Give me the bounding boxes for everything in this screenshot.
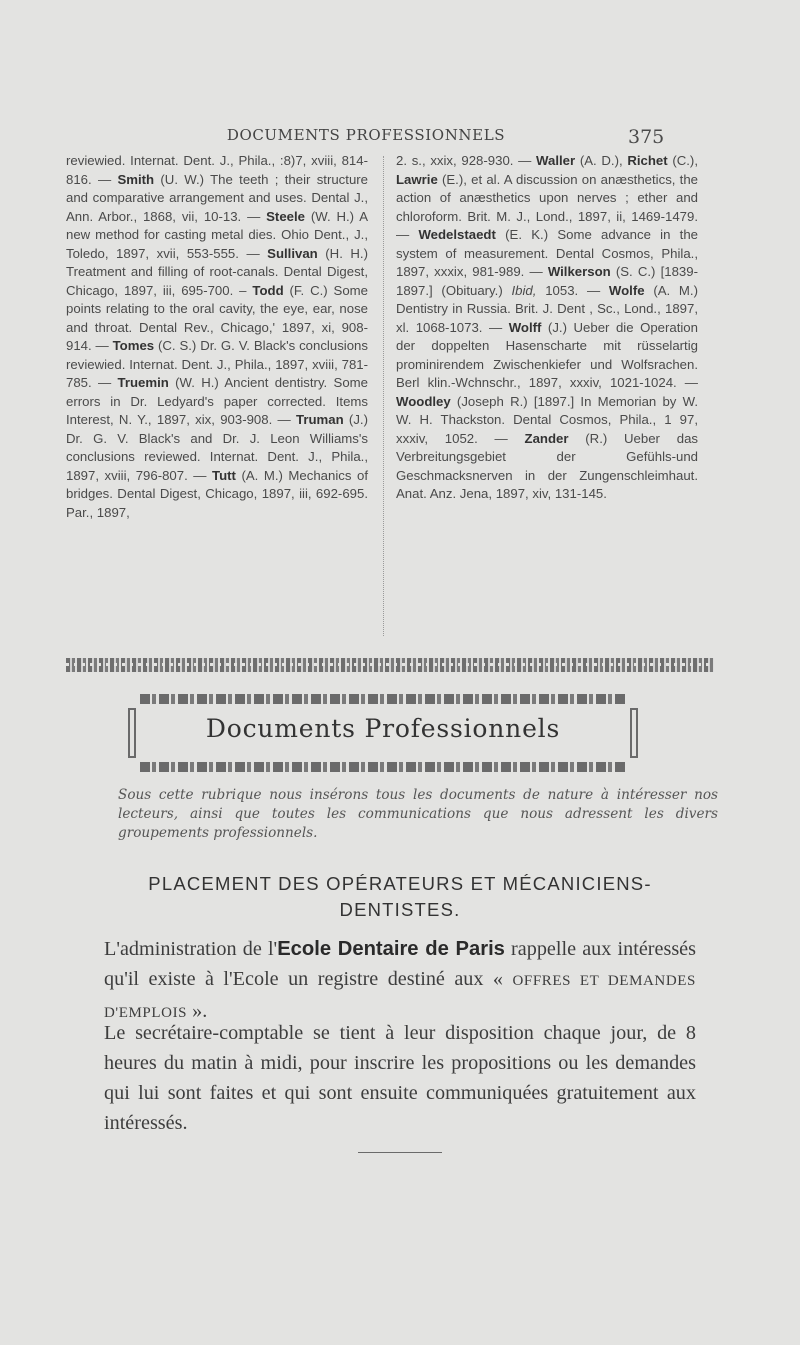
entry-text: (A. M.) Mechanics of bridges. Dental Digest, Chicago, 1897, iii, 692-695. Par., 1897, xyxy=(66,467,368,520)
para1-text-b: rappelle aux intéressés qu'il existe à l'Ecole un registre destiné aux « xyxy=(104,938,696,990)
body-paragraph-2: Le secrétaire-comptable se tient à leur disposition chaque jour, de 8 heures du matin à midi, pour inscrire les propositions ou les demandes qui lui sont faites et qui sont ensuite communiquées gratuitement aux intéressés. xyxy=(104,1022,696,1134)
entry-text: (S. C.) [1839-1897.] (Obituary.) xyxy=(396,264,698,298)
entry-text: (F. C.) Some points relating to the oral cavity, the eye, ear, nose and throat. Dental Rev., Chicago,' 1897, xi, 908-914. — xyxy=(66,282,369,353)
author-name: Truman xyxy=(296,412,344,427)
entry-text: (J.) Ueber die Operation der doppelten Hasenscharte mit rüsselartig prominirendem Zwischenkiefer und Wolfsrachen. Berl klin.-Wchnschr., 1897, xxxiv, 1021-1024. — xyxy=(396,319,698,390)
entry-text: (A. D.), xyxy=(575,153,628,168)
entry-text: (W. H.) Ancient dentistry. Some errors in Dr. Ledyard's paper corrected. Items Interest, N. Y., 1897, xix, 903-908. — xyxy=(66,375,368,427)
section-heading: PLACEMENT DES OPÉRATEURS ET MÉCANICIENS-DENTISTES. xyxy=(148,873,652,920)
bibliography-left-column xyxy=(66,152,368,522)
author-name: Todd xyxy=(252,282,284,298)
banner-left-ornament xyxy=(128,708,136,758)
page-number: 375 xyxy=(628,126,665,148)
bibliography-entry xyxy=(396,153,536,168)
bibliography-entry xyxy=(512,283,609,298)
para1-text-c: ». xyxy=(187,1000,208,1022)
entry-text: (J.) Dr. G. V. Black's and Dr. J. Leon Williams's conclusions reviewed. Internat. Dent. J., Phila., 1897, xviii, 796-807. — xyxy=(66,412,368,483)
banner-bottom-ornament xyxy=(140,762,626,772)
entry-text: (E.), et al. A discussion on anæsthetics, the action of anæsthetics upon nerves ; ether and chloroform. Brit. M. J., Lond., 1897, ii, 1469-1479. — xyxy=(396,171,698,242)
banner-right-ornament xyxy=(630,708,638,758)
bibliography-right-column xyxy=(396,152,698,504)
section-intro: Sous cette rubrique nous insérons tous les documents de nature à intéresser nos lecteurs, ainsi que toutes les communications que nous adressent les divers groupements professionnels. xyxy=(118,787,718,841)
author-name: Lawrie xyxy=(396,171,438,187)
ibid-reference: Ibid, xyxy=(511,282,537,298)
author-name: Waller xyxy=(536,153,576,168)
author-name: Wolff xyxy=(508,319,542,335)
entry-text: (W. H.) A new method for casting metal dies. Ohio Dent., J., Toledo, 1897, xvii, 553-555. — xyxy=(66,208,368,261)
author-name: Steele xyxy=(266,208,305,224)
author-name: Richet xyxy=(627,153,668,168)
end-rule xyxy=(358,1152,442,1153)
entry-text: (U. W.) The teeth ; their structure and comparative arrangement and uses. Dental J., Ann. Arbor., 1868, vii, 10-13. — xyxy=(66,171,369,224)
author-name: Wilkerson xyxy=(547,264,611,279)
running-title: DOCUMENTS PROFESSIONNELS xyxy=(226,126,506,144)
entry-text: 1053. — xyxy=(536,282,609,298)
register-name: OFFRES ET DEMANDES D'EMPLOIS xyxy=(104,973,697,1021)
author-name: Tutt xyxy=(212,467,236,483)
entry-text: (C. S.) Dr. G. V. Black's conclusions reviewied. Internat. Dent. J., Phila., 1897, xviii, 781-785. — xyxy=(66,338,368,390)
banner-top-ornament xyxy=(140,694,626,704)
author-name: Tomes xyxy=(112,338,155,353)
entry-text: (Joseph R.) [1897.] In Memorian by W. W. H. Thackston. Dental Cosmos, Phila., 1 97, xxxiv, 1052. — xyxy=(396,393,698,446)
page-header xyxy=(0,124,800,148)
entry-text: reviewied. Internat. Dent. J., Phila., :8)7, xviii, 814-816. — xyxy=(66,153,368,187)
section-banner xyxy=(122,694,644,772)
para1-text-a: L'administration de l' xyxy=(104,938,278,960)
entry-text: (E. K.) Some advance in the system of measurement. Dental Cosmos, Phila., 1897, xxxix, 981-989. — xyxy=(396,227,698,279)
column-divider xyxy=(383,156,385,636)
author-name: Smith xyxy=(117,171,155,187)
entry-text: (C.), xyxy=(667,153,698,168)
entry-text: (R.) Ueber das Verbreitungsgebiet der Gefühls-und Geschmacksnerven in der Zungenschleimhaut. Anat. Anz. Jena, 1897, xiv, 131-145. xyxy=(396,430,698,501)
section-banner-title: Documents Professionnels xyxy=(205,714,561,743)
entry-text: (A. M.) Dentistry in Russia. Brit. J. Dent , Sc., Lond., 1897, xl. 1068-1073. — xyxy=(396,282,698,335)
entry-text: (H. H.) Treatment and filling of root-canals. Dental Digest, Chicago, 1897, iii, 695-700. – xyxy=(66,245,368,298)
author-name: Zander xyxy=(524,430,569,446)
bibliography-entry xyxy=(536,153,627,168)
author-name: Woodley xyxy=(396,393,451,409)
author-name: Truemin xyxy=(117,375,169,390)
author-name: Wedelstaedt xyxy=(418,227,496,242)
body-paragraph-1 xyxy=(104,934,696,1028)
author-name: Sullivan xyxy=(267,245,318,261)
author-name: Wolfe xyxy=(608,282,645,298)
decorative-border-row xyxy=(66,658,714,672)
school-name: Ecole Dentaire de Paris xyxy=(277,938,505,960)
bibliography-entry xyxy=(627,153,698,168)
entry-text: 2. s., xxix, 928-930. — xyxy=(396,153,537,168)
